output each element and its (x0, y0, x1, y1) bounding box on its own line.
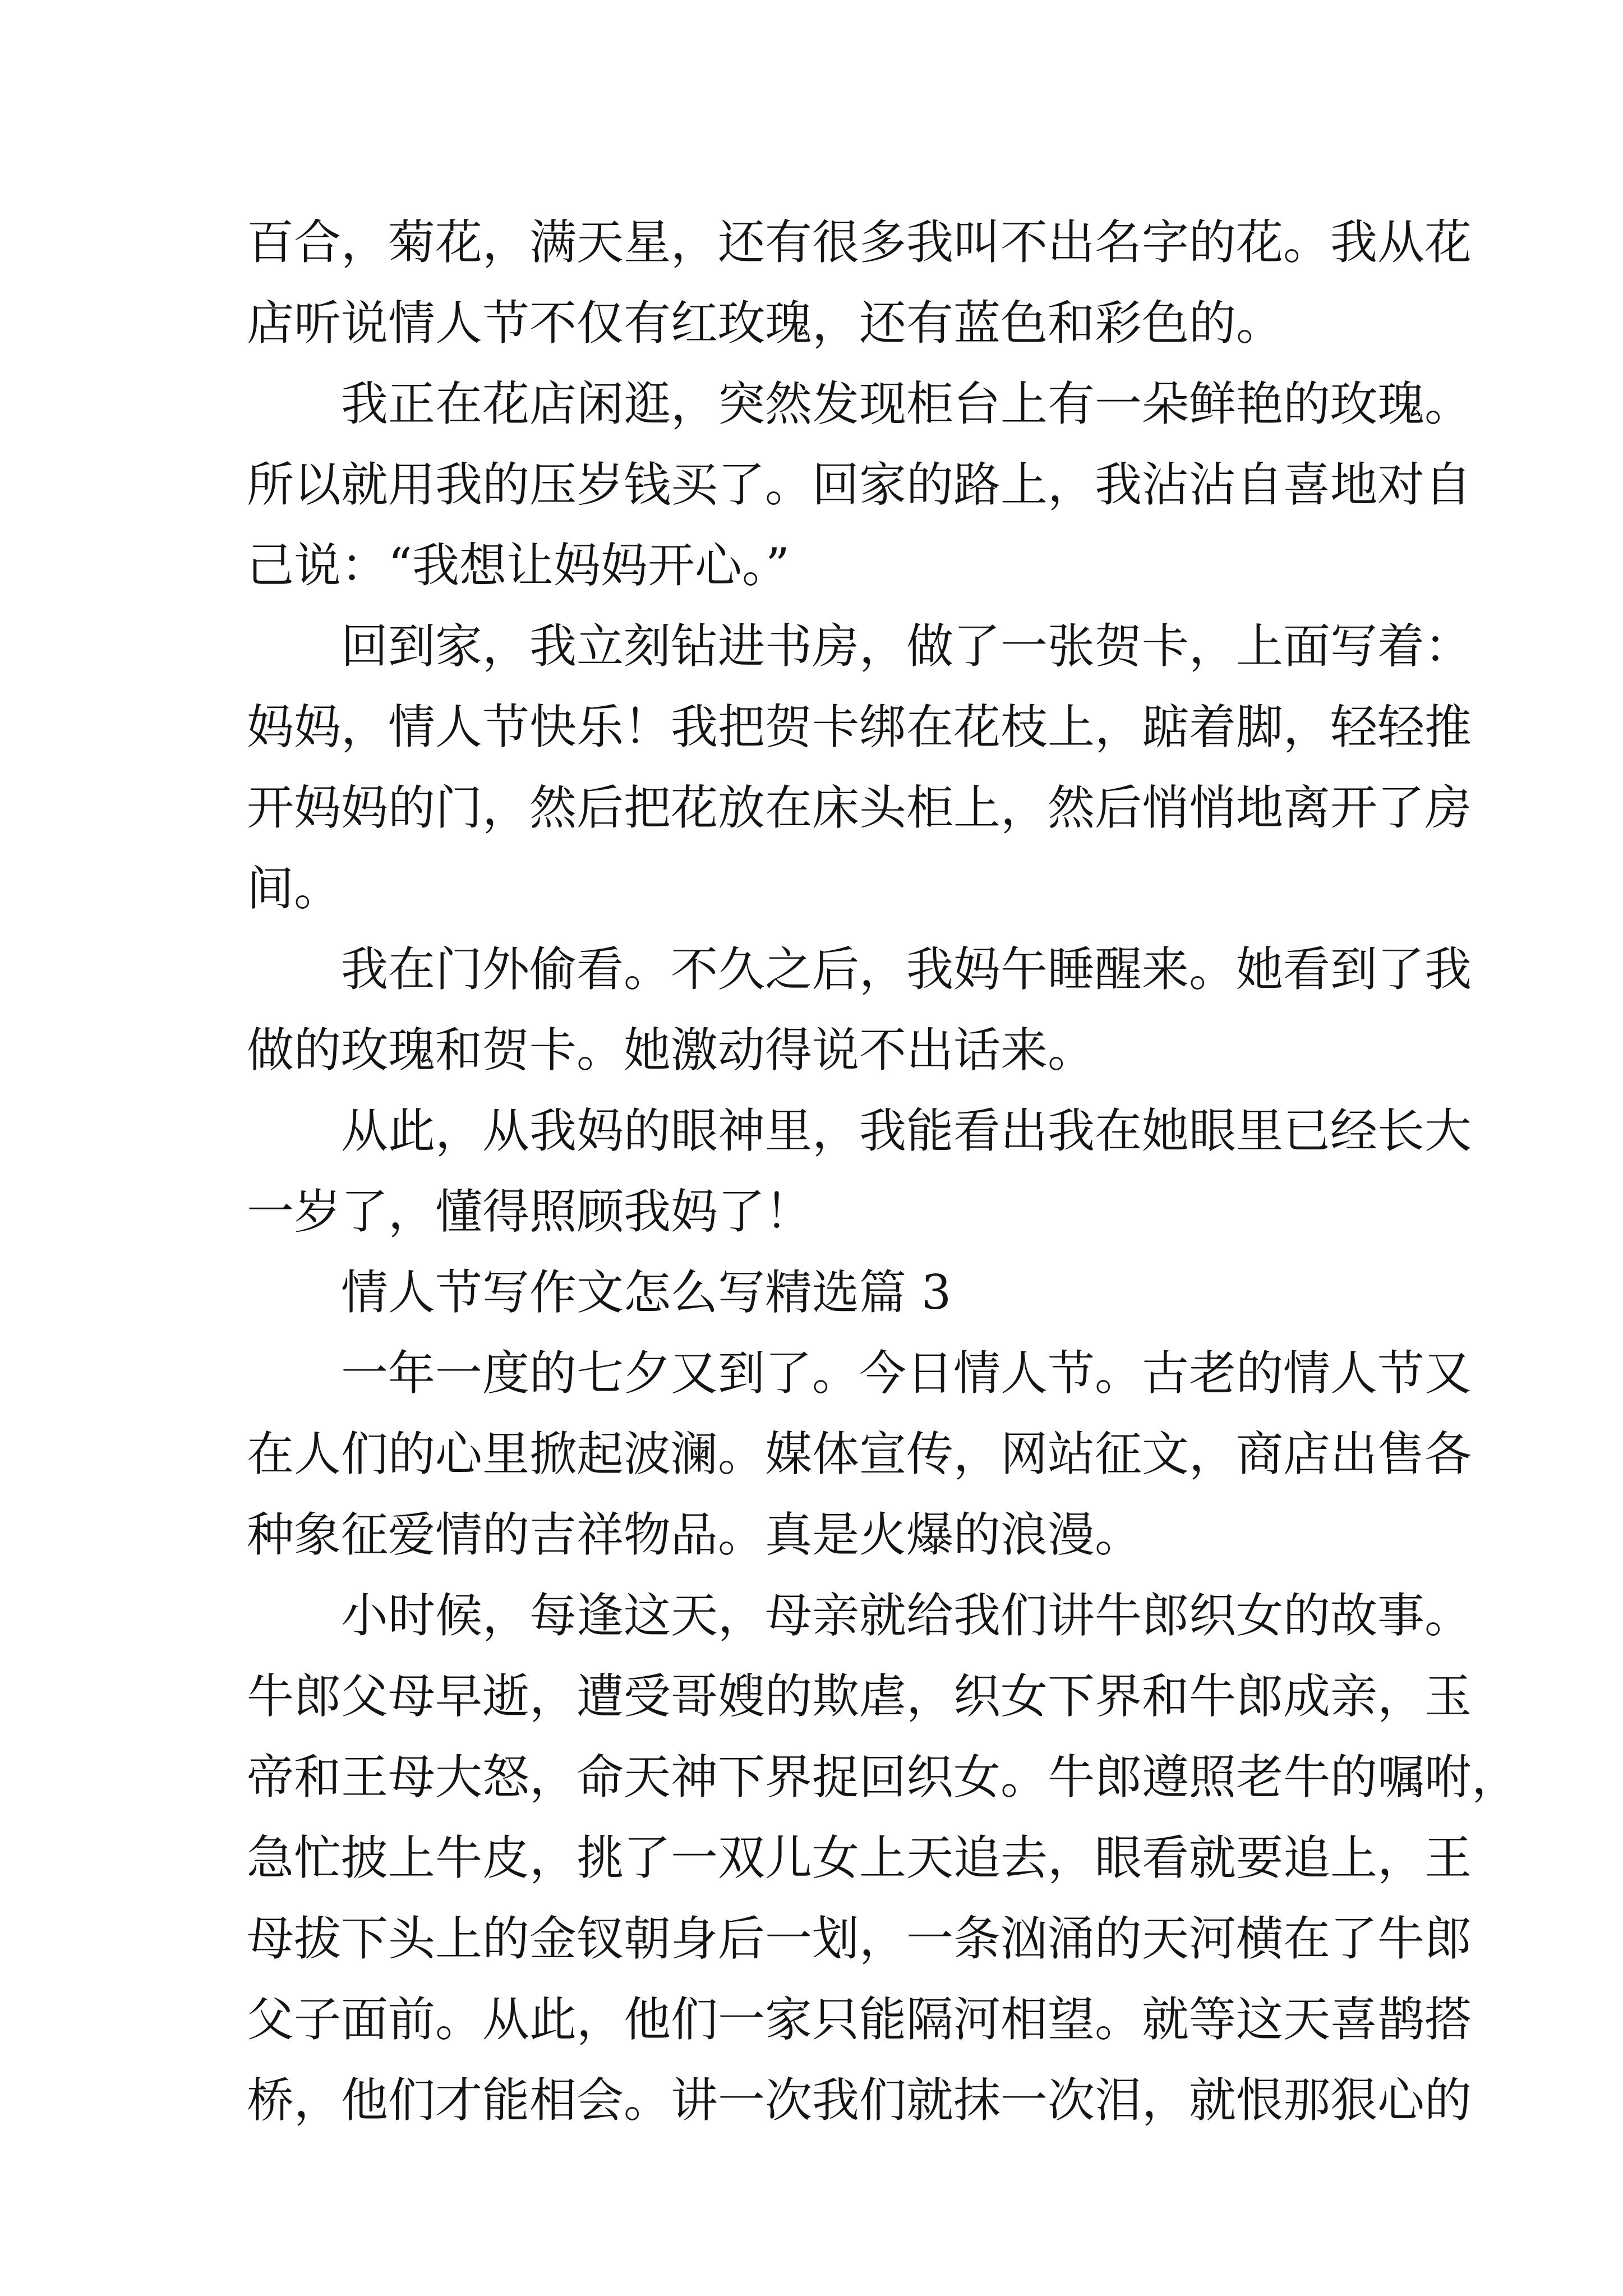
document-body (247, 202, 1519, 2141)
text-line: 一岁了，懂得照顾我妈了！ (247, 1184, 813, 1239)
text-line: 桥，他们才能相会。讲一次我们就抹一次泪，就恨那狠心的 (247, 2073, 1472, 2128)
text-line: 间。 (247, 861, 342, 916)
text-line: 种象征爱情的吉祥物品。真是火爆的浪漫。 (247, 1507, 1142, 1562)
text-line: 情人节写作文怎么写精选篇 3 (341, 1265, 952, 1320)
text-line: 急忙披上牛皮，挑了一双儿女上天追去，眼看就要追上，王 (247, 1830, 1472, 1885)
text-line: 做的玫瑰和贺卡。她激动得说不出话来。 (247, 1023, 1095, 1078)
text-line: 一年一度的七夕又到了。今日情人节。古老的情人节又 (341, 1346, 1472, 1401)
text-line: 妈妈，情人节快乐！我把贺卡绑在花枝上，踮着脚，轻轻推 (247, 700, 1472, 754)
text-line: 己说：“我想让妈妈开心。” (247, 538, 790, 593)
text-line: 父子面前。从此，他们一家只能隔河相望。就等这天喜鹊搭 (247, 1992, 1472, 2047)
text-line: 百合，菊花，满天星，还有很多我叫不出名字的花。我从花 (247, 215, 1472, 270)
text-line: 在人们的心里掀起波澜。媒体宣传，网站征文，商店出售各 (247, 1427, 1472, 1481)
text-line: 我在门外偷看。不久之后，我妈午睡醒来。她看到了我 (341, 942, 1472, 997)
text-line: 牛郎父母早逝，遭受哥嫂的欺虐，织女下界和牛郎成亲，玉 (247, 1669, 1472, 1724)
text-line: 帝和王母大怒，命天神下界捉回织女。牛郎遵照老牛的嘱咐， (247, 1750, 1519, 1805)
text-line: 回到家，我立刻钻进书房，做了一张贺卡，上面写着： (341, 619, 1472, 674)
text-line: 店听说情人节不仅有红玫瑰，还有蓝色和彩色的。 (247, 296, 1284, 351)
text-line: 小时候，每逢这天，母亲就给我们讲牛郎织女的故事。 (341, 1588, 1472, 1643)
text-line: 所以就用我的压岁钱买了。回家的路上，我沾沾自喜地对自 (247, 457, 1472, 512)
text-line: 从此，从我妈的眼神里，我能看出我在她眼里已经长大 (341, 1103, 1472, 1158)
text-line: 我正在花店闲逛，突然发现柜台上有一朵鲜艳的玫瑰。 (341, 376, 1472, 431)
text-line: 母拔下头上的金钗朝身后一划，一条汹涌的天河横在了牛郎 (247, 1911, 1472, 1966)
text-line: 开妈妈的门，然后把花放在床头柜上，然后悄悄地离开了房 (247, 780, 1472, 835)
